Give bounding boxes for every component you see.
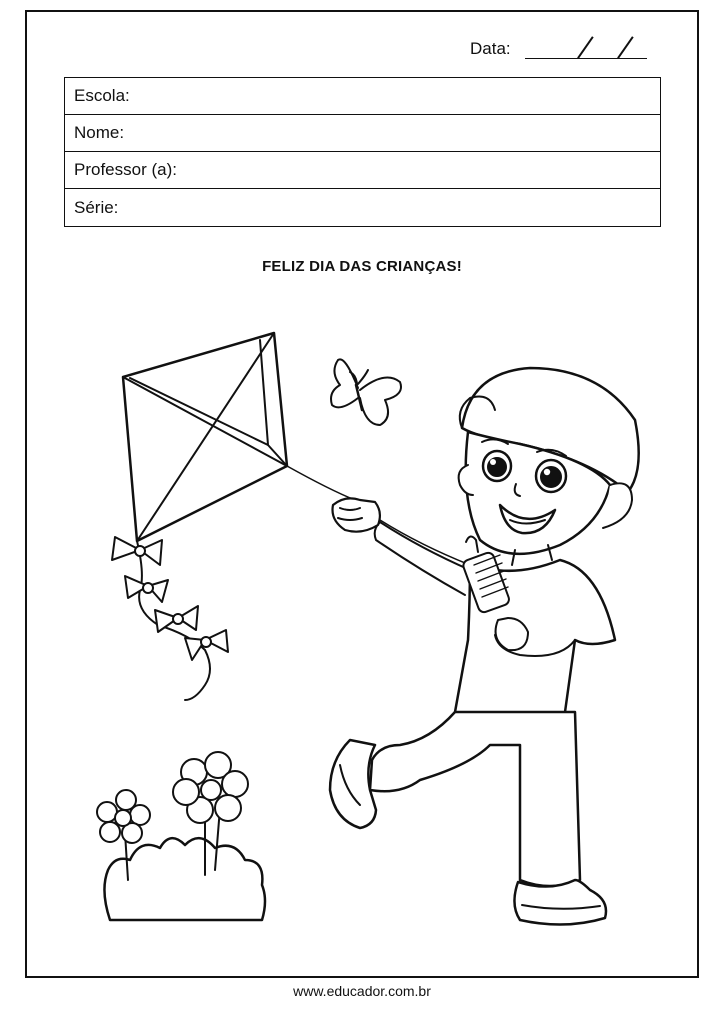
school-field[interactable]: Escola: [65,78,660,115]
teacher-field[interactable]: Professor (a): [65,152,660,189]
page-title: FELIZ DIA DAS CRIANÇAS! [262,258,462,275]
boy-with-kite [330,368,639,925]
name-field[interactable]: Nome: [65,115,660,152]
website-footer[interactable]: www.educador.com.br [293,983,431,999]
date-label: Data: [470,39,511,58]
grade-field[interactable]: Série: [74,197,119,217]
kite-tail-icon [112,537,228,700]
butterfly-icon [331,359,401,425]
kite-icon [123,333,470,565]
flowers-bush-icon [97,752,265,920]
